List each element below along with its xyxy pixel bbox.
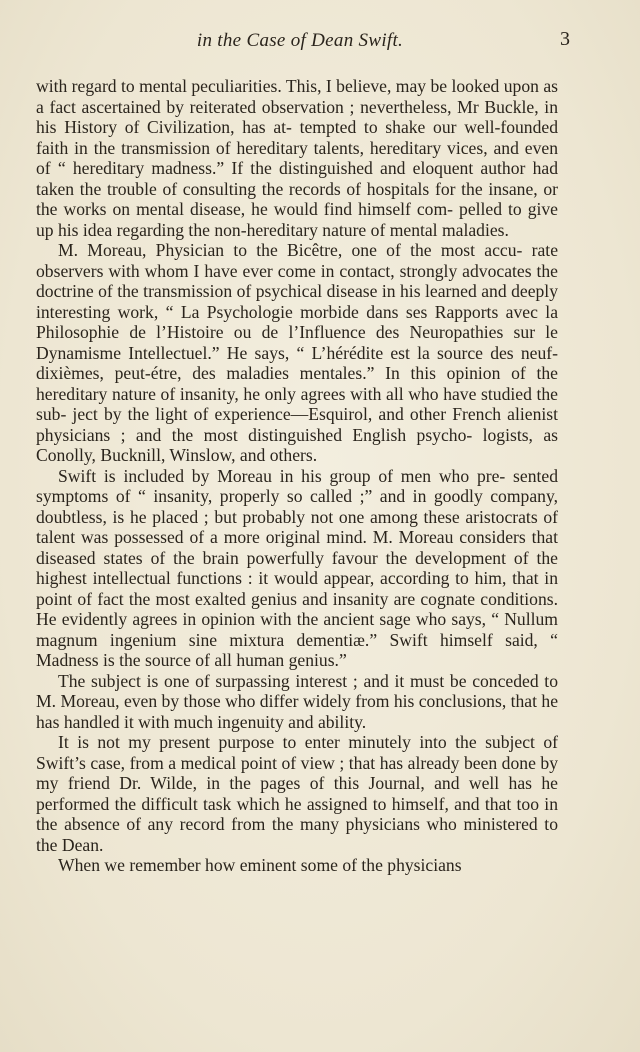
paragraph-2: M. Moreau, Physician to the Bicêtre, one of the most accu- rate observers with whom I have ever come in contact, strongly advocates the doctrine of the transmission of psychical disease in his learned and deeply interesting work, “ La Psychologie morbide dans ses Rapports avec la Philosophie de l’Histoire ou de l’Influence des Neuropathies sur le Dynamisme Intellectuel.” He says, “ L’hérédite est la source des neuf-dixièmes, peut-étre, des maladies mentales.” In this opinion of the hereditary nature of insanity, he only agrees with all who have studied the sub- ject by the light of experience—Esquirol, and other French alienist physicians ; and the most distinguished English psycho- logists, as Conolly, Bucknill, Winslow, and others.: [36, 240, 558, 465]
body-text: [36, 76, 558, 876]
paragraph-6: When we remember how eminent some of the physicians: [58, 855, 462, 875]
paragraph-1: with regard to mental peculiarities. This, I believe, may be looked upon as a fact ascertained by reiterated observation ; nevertheless, Mr Buckle, in his History of Civilization, has at- tempted to shake our well-founded faith in the transmission of hereditary talents, hereditary vices, and even of “ hereditary madness.” If the distinguished and eloquent author had taken the trouble of consulting the records of hospitals for the insane, or the works on mental disease, he would find himself com- pelled to give up his idea regarding the non-hereditary nature of mental maladies.: [36, 76, 558, 240]
paragraph-4: The subject is one of surpassing interest ; and it must be conceded to M. Moreau, even by those who differ widely from his conclusions, that he has handled it with much ingenuity and ability.: [36, 670, 559, 732]
page-header: [36, 28, 570, 54]
page-number: 3: [560, 28, 570, 50]
paragraph-3: Swift is included by Moreau in his group of men who pre- sented symptoms of “ insanity, properly so called ;” and in goodly company, doubtless, is he placed ; but probably not one among these aristocrats of talent was possessed of a more original mind. M. Moreau considers that diseased states of the brain powerfully favour the development of the highest intellectual functions : it would appear, according to him, that in point of fact the most exalted genius and insanity are cognate conditions. He evidently agrees in opinion with the ancient sage who says, “ Nullum magnum ingenium sine mixtura dementiæ.” Swift himself said, “ Madness is the source of all human genius.”: [36, 465, 558, 670]
running-head: in the Case of Dean Swift.: [196, 30, 404, 51]
paragraph-5: It is not my present purpose to enter minutely into the subject of Swift’s case, from a medical point of view ; that has already been done by my friend Dr. Wilde, in the pages of this Journal, and well has he performed the difficult task which he assigned to himself, and that too in the absence of any record from the many physicians who ministered to the Dean.: [36, 732, 558, 855]
